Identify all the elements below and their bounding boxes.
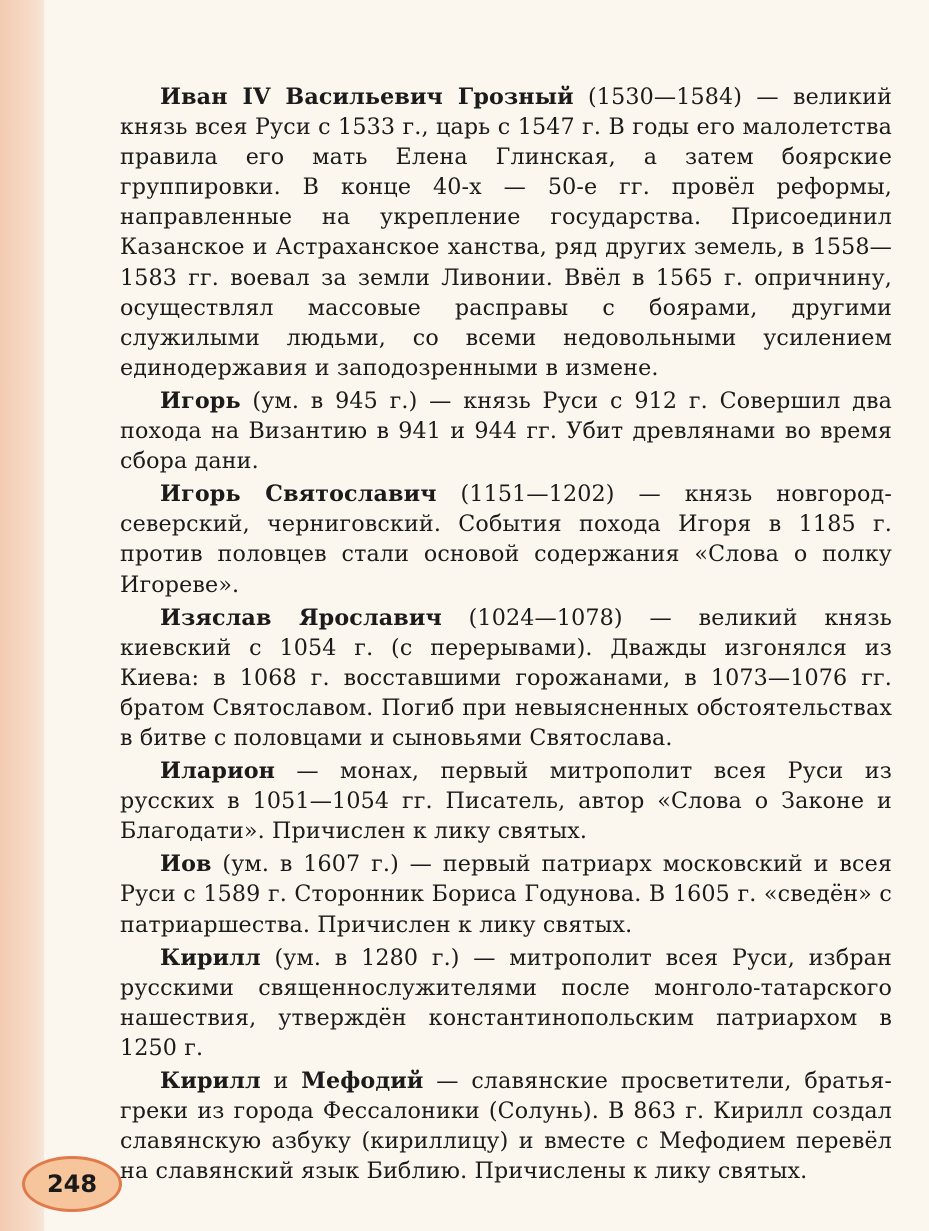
entry-text: (1530—1584) — великий князь всея Руси с 1533 г., царь с 1547 г. В годы его малолетства правила его мать Елена Глинская, а затем боярские группировки. В конце 40-х — 50-е гг. провёл реформы, направленные на укрепление государства. Присоединил Казанское и Астраханское ханства, ряд других земель, в 1558—1583 гг. воевал за земли Ливонии. Ввёл в 1565 г. опричнину, осуществлял массовые расправы с боярами, другими служилыми людьми, со всеми недовольными усилением единодержавия и заподозренными в измене. [120,84,893,381]
entry-term: Мефодий [301,1068,424,1094]
entry-text: (ум. в 1607 г.) — первый патриарх московский и всея Руси с 1589 г. Сторонник Бориса Годунова. В 1605 г. «сведён» с патриаршества. Причислен к лику святых. [120,851,892,938]
entry-kirill-mefodiy [120,1066,892,1186]
entry-term: Игорь Святославич [160,481,437,508]
entry-text: — монах, первый митрополит всея Руси из русских в 1051—1054 гг. Писатель, автор «Слова о Законе и Благодати». Причислен к лику святых. [120,758,892,845]
entry-term: Игорь [160,387,241,414]
entry-term: Кирилл [160,1068,261,1094]
entry-term: Изяслав Ярославич [160,604,442,631]
glossary-entries [120,82,892,1189]
entry-term: Иван IV Васильевич Грозный [160,84,574,110]
page-number: 248 [46,1170,98,1198]
entry-text: (1151—1202) — князь новгород-северский, черниговский. События похода Игоря в 1185 г. против половцев стали основой содержания «Слова о полку Игореве». [120,481,892,598]
entry-izyaslav [120,603,892,753]
entry-term: Иларион [160,758,276,785]
entry-iov [120,849,892,939]
entry-text: (ум. в 945 г.) — князь Руси с 912 г. Совершил два похода на Византию в 941 и 944 гг. Убит древлянами во время сбора дани. [120,387,892,475]
page-edge [0,0,44,1231]
entry-igor-svyatoslavich [120,479,892,599]
entry-text: — славянские просветители, братья-греки из города Фессалоники (Солунь). В 863 г. Кирилл создал славянскую азбуку (кириллицу) и вместе с Мефодием перевёл на славянский язык Библию. Причислены к лику святых. [120,1068,893,1185]
entry-text: (ум. в 1280 г.) — митрополит всея Руси, избран русскими священнослужителями после монголо-татарского нашествия, утверждён константинопольским патриархом в 1250 г. [120,944,892,1061]
page-number-badge [22,1156,122,1212]
entry-igor [120,386,892,476]
entry-term: Кирилл [160,944,261,971]
entry-term: Иов [160,851,212,878]
entry-text: (1024—1078) — великий князь киевский с 1054 г. (с перерывами). Дважды изгонялся из Киева: в 1068 г. восставшими горожанами, в 1073—1076 гг. братом Святославом. Погиб при невыясненных обстоятельствах в битве с половцами и сыновьями Святослава. [120,604,892,751]
entry-text: и [260,1068,302,1094]
entry-kirill [120,943,892,1063]
entry-ivan-iv [120,82,892,383]
entry-ilarion [120,756,892,846]
